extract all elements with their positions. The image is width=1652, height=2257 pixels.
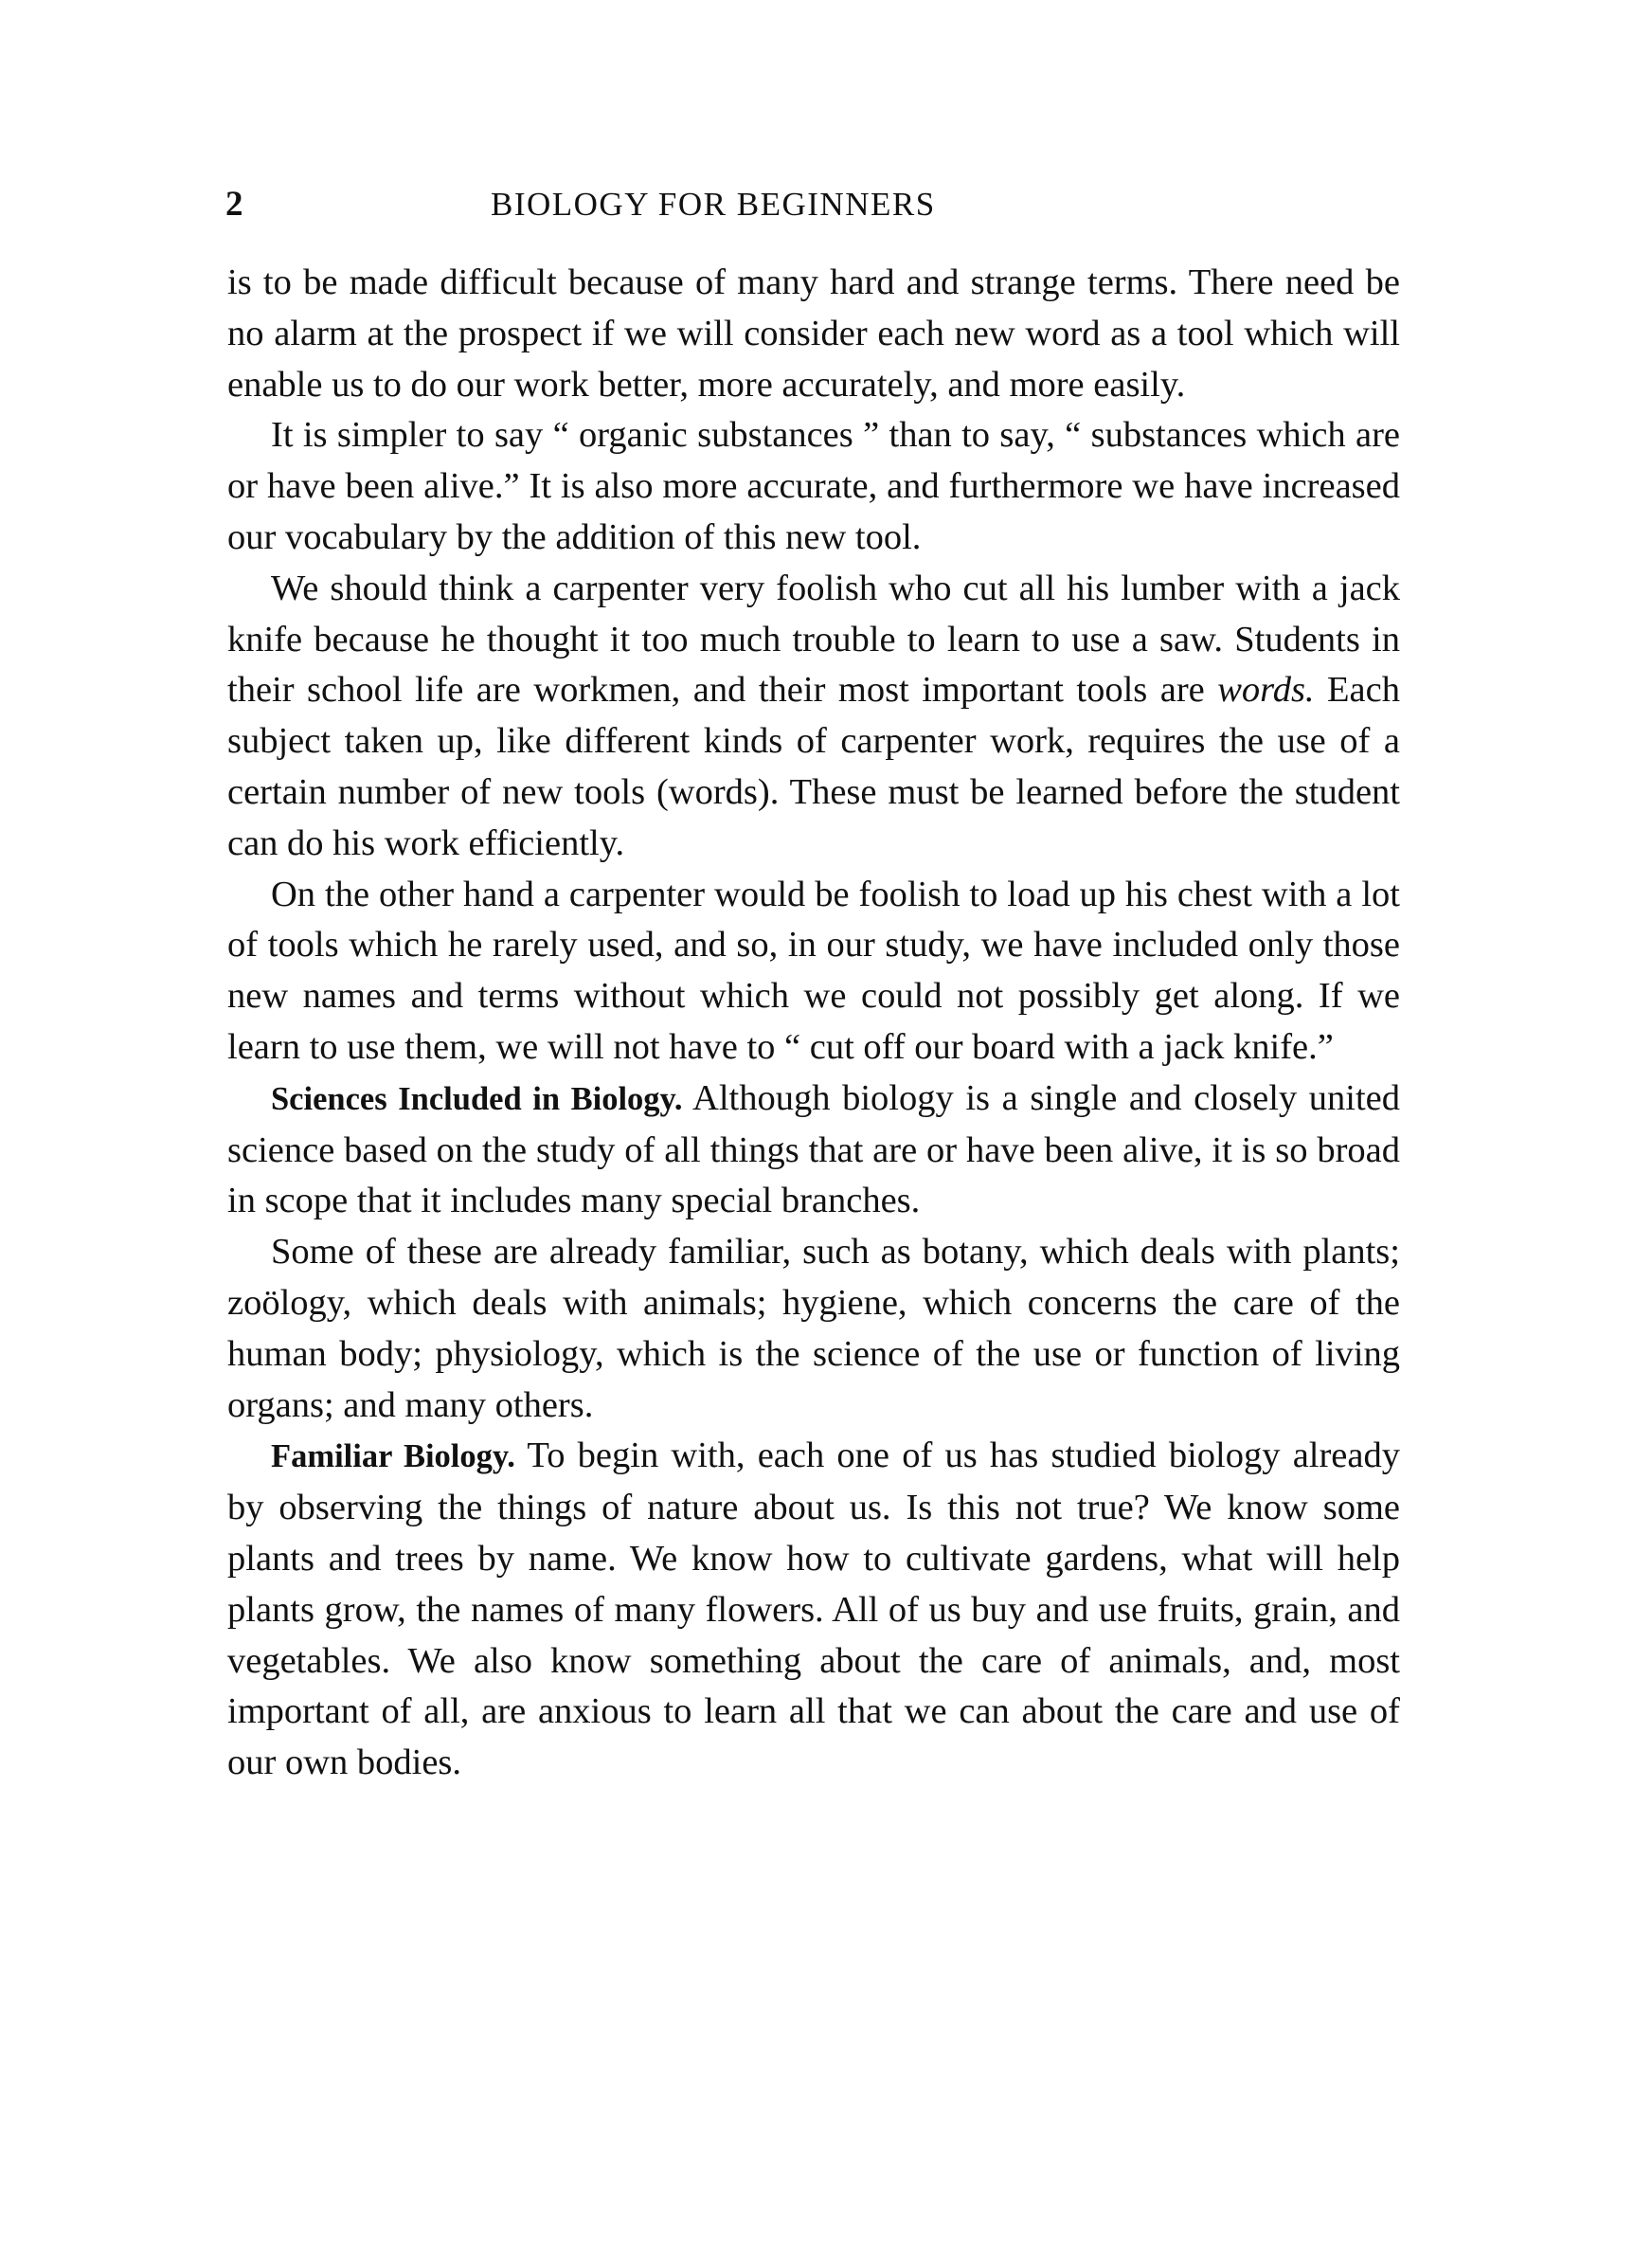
paragraph-text: Although biology is a single and closely united science based on the study of all things that are or have been alive, it is so broad in scope that it includes many special branches. [227, 1077, 1400, 1221]
running-head [225, 178, 1400, 231]
page-number: 2 [225, 185, 243, 224]
paragraph-text: We should think a carpenter very foolish who cut all his lumber with a jack knife because he thought it too much trouble to learn to use a saw. Students in their school life are workmen, and their most important tools are [227, 568, 1400, 711]
section-heading: Familiar Biology. [271, 1438, 515, 1475]
paragraph-with-heading [227, 1074, 1400, 1227]
paragraph-with-heading [227, 1431, 1400, 1789]
paragraph-continued [227, 258, 1400, 410]
paragraph [227, 870, 1400, 1074]
paragraph [227, 564, 1400, 870]
paragraph-text: is to be made difficult because of many hard and strange terms. There need be no alarm at the prospect if we will consider each new word as a tool which will enable us to do our work better, more accurately, and more easily. [227, 262, 1400, 405]
paragraph-text: Each subject taken up, like different kinds of carpenter work, requires the use of a certain number of new tools (words). These must be learned before the student can do his work efficiently. [227, 670, 1400, 863]
paragraph-text: On the other hand a carpenter would be foolish to load up his chest with a lot of tools which he rarely used, and so, in our study, we have included only those new names and terms without which we could not possibly get along. If we learn to use them, we will not have to “ cut off our board with a jack knife.” [227, 874, 1400, 1067]
paragraph [227, 1227, 1400, 1431]
paragraph-text: It is simpler to say “ organic substances ” than to say, “ substances which are or have been alive.” It is also more accurate, and furthermore we have increased our vocabulary by the addition of this new tool. [227, 415, 1400, 557]
section-heading: Sciences Included in Biology. [271, 1080, 683, 1117]
paragraph-text: To begin with, each one of us has studied biology already by observing the things of nature about us. Is this not true? We know some plants and trees by name. We know how to cultivate gardens, what will help plants grow, the names of many flowers. All of us buy and use fruits, grain, and vegetables. We also know something about the care of animals, and, most important of all, are anxious to learn all that we can about the care and use of our own bodies. [227, 1435, 1400, 1783]
body-text [227, 258, 1400, 1789]
paragraph [227, 410, 1400, 563]
paragraph-text: Some of these are already familiar, such as botany, which deals with plants; zoölogy, which deals with animals; hygiene, which concerns the care of the human body; physiology, which is the science of the use or function of living organs; and many others. [227, 1232, 1400, 1425]
emphasized-word: words. [1217, 670, 1315, 711]
running-title: BIOLOGY FOR BEGINNERS [491, 186, 936, 223]
